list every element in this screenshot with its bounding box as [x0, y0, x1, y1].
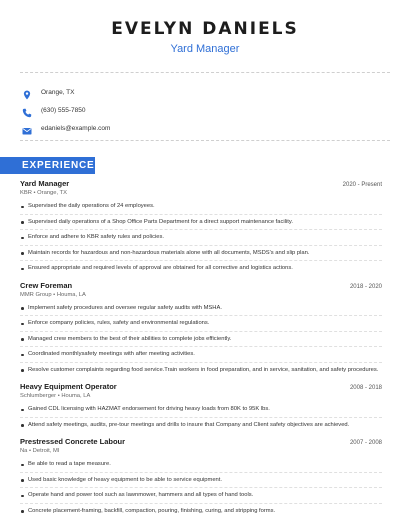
- job-entry: [20, 281, 382, 378]
- job-company: KBR • Orange, TX: [20, 190, 68, 196]
- contact-location: [22, 83, 410, 101]
- job-bullet: Coordinated monthlysafety meetings with after meeting activities.: [20, 347, 382, 363]
- job-bullet: Concrete placement-framing, backfill, compaction, pouring, finishing, curing, and stripping forms.: [20, 504, 382, 519]
- experience-section-title: EXPERIENCE: [0, 157, 95, 174]
- job-dates: 2018 - 2020: [349, 283, 382, 290]
- job-bullet: Operate hand and power tool such as lawnmower, hammers and all types of hand tools.: [20, 488, 382, 504]
- job-bullet: Ensured appropriate and required levels of approval are obtained for all corrective and logistics actions.: [20, 261, 382, 276]
- job-entry: [20, 382, 382, 432]
- job-entry: [20, 437, 382, 518]
- job-bullet: Gained CDL licensing with HAZMAT endorsement for driving heavy loads from 80K to 95K lbs.: [20, 402, 382, 418]
- job-entry: [20, 179, 382, 276]
- contact-email: [22, 119, 410, 137]
- job-bullet: Managed crew members to the best of their abilities to complete jobs efficiently.: [20, 332, 382, 348]
- job-bullet: Used basic knowledge of heavy equipment to be able to service equipment.: [20, 473, 382, 489]
- job-dates: 2020 - Present: [342, 182, 382, 188]
- email-text: edaniels@example.com: [41, 124, 111, 132]
- contact-phone: [22, 101, 410, 119]
- job-company: Schlumberger • Houma, LA: [20, 393, 91, 399]
- job-bullets: [20, 199, 382, 276]
- job-bullet: Supervised daily operations of a Shop Office Parts Department for a direct support maintenance facility.: [20, 215, 382, 231]
- job-title: Crew Foreman: [20, 280, 73, 290]
- location-pin-icon: [22, 87, 32, 97]
- job-bullet: Enforce and adhere to KBR safety rules and policies.: [20, 230, 382, 246]
- job-title: Prestressed Concrete Labour: [20, 437, 126, 446]
- job-dates: 2008 - 2018: [349, 385, 382, 391]
- job-bullet: Supervised the daily operations of 24 employees.: [20, 199, 382, 215]
- job-bullets: [20, 301, 382, 378]
- job-bullet: Enforce company policies, rules, safety and environmental regulations.: [20, 316, 382, 332]
- contact-list: [0, 73, 410, 137]
- experience-list: [0, 179, 410, 518]
- email-icon: [22, 123, 32, 133]
- job-bullet: Maintain records for hazardous and non-hazardous materials alone with all documents, MSDS's and slip plan.: [20, 246, 382, 262]
- job-bullet: Be able to read a tape measure.: [20, 457, 382, 473]
- job-bullet: Implement safety procedures and oversee regular safety audits with MSHA.: [20, 301, 382, 317]
- job-bullets: [20, 457, 382, 518]
- job-title: Yard Manager: [20, 179, 70, 188]
- job-bullet: Resolve customer complaints regarding food service.Train workers in food preparation, and in service, sanitation, and safety procedures.: [20, 363, 382, 378]
- job-company: Na • Detroit, MI: [20, 448, 60, 454]
- job-bullets: [20, 402, 382, 432]
- job-company: MMR Group • Houma, LA: [20, 291, 86, 298]
- location-text: Orange, TX: [41, 88, 75, 96]
- job-bullet: Attend safety meetings, audits, pre-tour meetings and drills to insure that Company and Client safety objectives are achieved.: [20, 418, 382, 433]
- phone-icon: [22, 105, 32, 115]
- candidate-name: EVELYN DANIELS: [111, 19, 299, 39]
- contact-divider: [20, 140, 390, 141]
- job-dates: 2007 - 2008: [349, 440, 382, 446]
- phone-text: (630) 555-7850: [41, 106, 86, 114]
- candidate-title: Yard Manager: [170, 43, 240, 55]
- job-title: Heavy Equipment Operator: [20, 382, 117, 391]
- resume-header: [0, 0, 410, 56]
